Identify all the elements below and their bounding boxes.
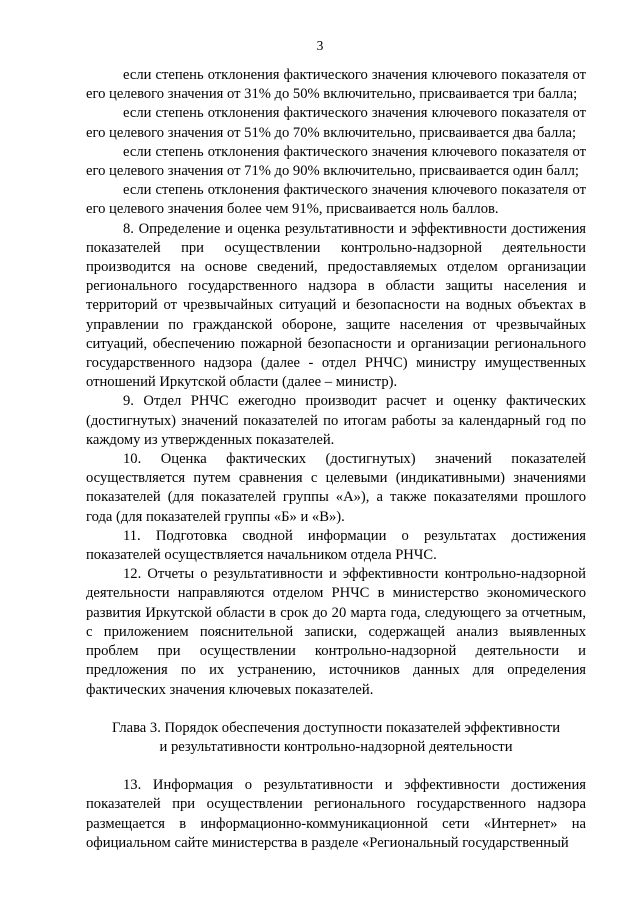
paragraph-deviation-over-91: если степень отклонения фактического значения ключевого показателя от его целевого значения более чем 91%, присваивается ноль баллов. <box>86 182 586 218</box>
paragraph-8: 8. Определение и оценка результативности и эффективности достижения показателей при осуществлении контрольно-надзорной деятельности производится на основе сведений, предоставляемых отделом организации регионального государственного надзора в области защиты населения и территорий от чрезвычайных ситуаций и безопасности на водных объектах в управлении по гражданской обороне, защите населения от чрезвычайных ситуаций, обеспечению пожарной безопасности и организации регионального государственного надзора (далее - отдел РНЧС) министру имущественных отношений Иркутской области (далее – министр). <box>86 220 586 391</box>
paragraph-deviation-51-70: если степень отклонения фактического значения ключевого показателя от его целевого значения от 51% до 70% включительно, присваивается два балла; <box>86 105 586 141</box>
chapter-3-heading <box>86 719 586 757</box>
page-number: 3 <box>316 38 324 53</box>
paragraph-11: 11. Подготовка сводной информации о результатах достижения показателей осуществляется начальником отдела РНЧС. <box>86 527 586 564</box>
paragraph-deviation-31-50: если степень отклонения фактического значения ключевого показателя от его целевого значения от 31% до 50% включительно, присваивается три балла; <box>86 67 586 103</box>
chapter-heading-line-2: и результативности контрольно-надзорной деятельности <box>159 738 513 755</box>
paragraph-13: 13. Информация о результативности и эффективности достижения показателей при осуществлении регионального государственного надзора размещается в информационно-коммуникационной сети «Интернет» на официальном сайте министерства в разделе «Региональный государственный <box>86 777 586 851</box>
paragraph-9: 9. Отдел РНЧС ежегодно производит расчет и оценку фактических (достигнутых) значений показателей по итогам работы за календарный год по каждому из утвержденных показателей. <box>86 393 586 448</box>
paragraph-deviation-71-90: если степень отклонения фактического значения ключевого показателя от его целевого значения от 71% до 90% включительно, присваивается один балл; <box>86 143 586 180</box>
document-body <box>86 66 586 853</box>
paragraph-12: 12. Отчеты о результативности и эффективности контрольно-надзорной деятельности направляются отделом РНЧС в министерство экономического развития Иркутской области в срок до 20 марта года, следующего за отчетным, с приложением пояснительной записки, содержащей анализ выявленных проблем при осуществлении контрольно-надзорной деятельности и предложения по их устранению, источников данных для определения фактических значения ключевых показателей. <box>86 566 586 698</box>
chapter-heading-line-1: Глава 3. Порядок обеспечения доступности показателей эффективности <box>111 719 561 736</box>
paragraph-10: 10. Оценка фактических (достигнутых) значений показателей осуществляется путем сравнения с целевыми (индикативными) значениями показателей (для показателей группы «А»), а также показателями прошлого года (для показателей группы «Б» и «В»). <box>86 451 586 525</box>
